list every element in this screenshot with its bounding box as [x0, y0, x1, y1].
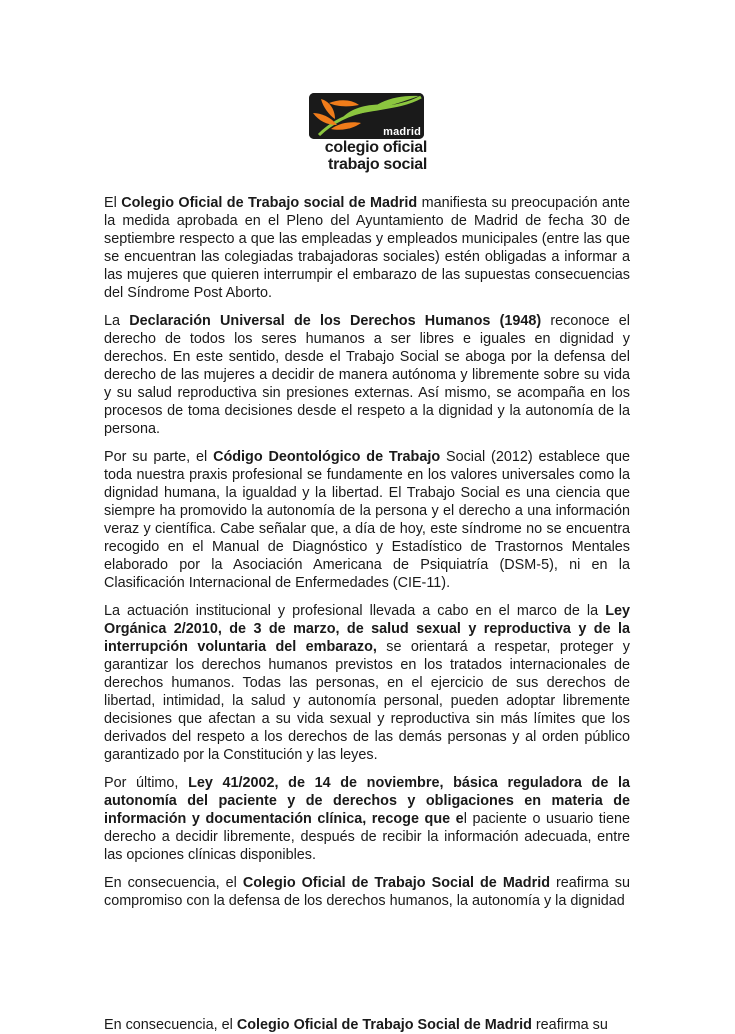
text-segment: reafirma su compromiso con la defensa de los derechos humanos, la autonomía y la dignidad	[104, 875, 630, 909]
text-segment: En consecuencia, el	[104, 875, 243, 891]
text-segment: La	[104, 313, 130, 329]
logo-emblem	[309, 93, 424, 139]
text-segment: Por último,	[104, 775, 189, 791]
text-segment: manifiesta su preocupación ante la medida aprobada en el Pleno del Ayuntamiento de Madrid de fecha 30 de septiembre respecto a que las empleadas y empleados municipales (entre las que se encuentran las colegiadas trabajadoras sociales) estén obligadas a informar a las mujeres que quieren interrumpir el embarazo de las supuestas consecuencias del Síndrome Post Aborto.	[104, 195, 631, 301]
bold-text-segment: Código Deontológico de Trabajo	[213, 449, 441, 465]
bold-text-segment: Colegio Oficial de Trabajo Social de Madrid	[242, 875, 550, 891]
paragraph-4	[104, 602, 630, 764]
bold-text-segment: Ley Orgánica 2/2010, de 3 de marzo, de salud sexual y reproductiva y de la interrupción voluntaria del embarazo,	[104, 603, 630, 655]
logo-sub-label: madrid	[383, 126, 421, 138]
cutoff-repeated-line	[104, 1016, 630, 1034]
logo-line-1: colegio oficial	[324, 139, 427, 156]
bold-text-segment: Ley 41/2002, de 14 de noviembre, básica reguladora de la autonomía del paciente y de derechos y obligaciones en materia de información y documentación clínica, recoge que e	[104, 775, 630, 827]
bold-text-segment: Declaración Universal de los Derechos Humanos (1948)	[129, 313, 542, 329]
paragraph-2	[104, 312, 630, 438]
text-segment: l paciente o usuario tiene derecho a decidir libremente, después de recibir la información adecuada, entre las opciones clínicas disponibles.	[104, 811, 630, 863]
paragraph-5	[104, 774, 630, 864]
colegio-logo	[309, 93, 427, 175]
bold-text-segment: Colegio Oficial de Trabajo Social de Madrid	[236, 1017, 532, 1033]
text-segment: El	[104, 195, 122, 211]
paragraph-6	[104, 874, 630, 910]
document-body	[104, 194, 630, 910]
text-segment: Por su parte, el	[104, 449, 214, 465]
text-segment: reafirma su	[531, 1017, 608, 1033]
paragraph-3	[104, 448, 630, 592]
text-segment: Social (2012) establece que toda nuestra praxis profesional se fundamente en los valores universales como la dignidad humana, la igualdad y la libertad. El Trabajo Social es una ciencia que siempre ha promovido la autonomía de la persona y el derecho a una información veraz y científica. Cabe señalar que, a día de hoy, este síndrome no se encuentra recogido en el Manual de Diagnóstico y Estadístico de Trastornos Mentales elaborado por la Asociación Americana de Psiquiatría (DSM-5), ni en la Clasificación Internacional de Enfermedades (CIE-11).	[104, 449, 630, 591]
paragraph-1	[104, 194, 630, 302]
bold-text-segment: Colegio Oficial de Trabajo social de Madrid	[121, 195, 418, 211]
text-segment: La actuación institucional y profesional llevada a cabo en el marco de la	[104, 603, 606, 619]
logo-line-2: trabajo social	[328, 156, 427, 173]
text-segment: reconoce el derecho de todos los seres humanos a ser libres e iguales en dignidad y derechos. En este sentido, desde el Trabajo Social se aboga por la defensa del derecho de las mujeres a decidir de manera autónoma y libremente sobre su vida y su salud reproductiva sin presiones externas. Así mismo, se acompaña en los procesos de toma decisiones desde el respeto a la dignidad y la autonomía de la persona.	[104, 313, 630, 437]
text-segment: En consecuencia, el	[104, 1017, 237, 1033]
text-segment: se orientará a respetar, proteger y garantizar los derechos humanos previstos en los tratados internacionales de derechos humanos. Todas las personas, en el ejercicio de sus derechos de libertad, intimidad, la salud y autonomía personal, pueden adoptar libremente decisiones que afectan a su vida sexual y reproductiva sin más límites que los derivados del respeto a los derechos de las demás personas y al orden público garantizado por la Constitución y las leyes.	[104, 639, 631, 763]
